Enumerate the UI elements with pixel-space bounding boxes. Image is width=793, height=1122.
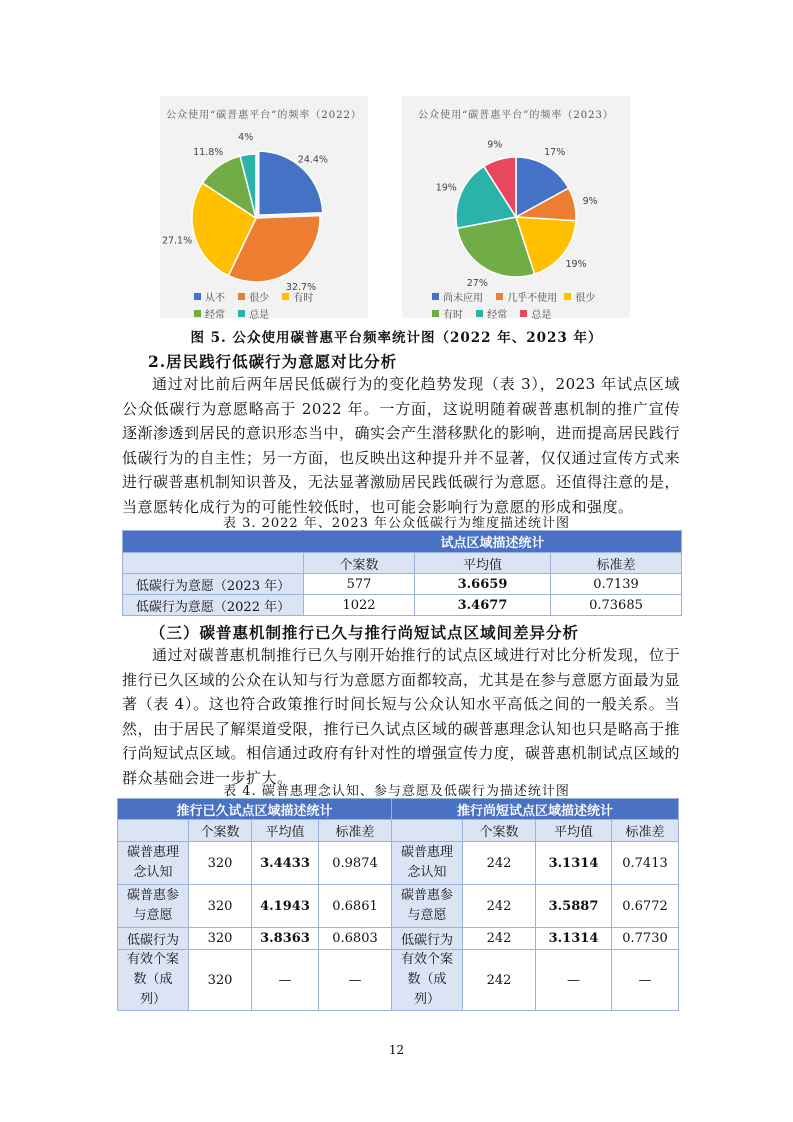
page-number: 12 — [388, 1043, 405, 1057]
chart-2022-legend — [194, 289, 364, 321]
table-header-cell: 平均值 — [536, 820, 612, 842]
table-3 — [122, 530, 682, 616]
legend-item: 很少 — [238, 289, 269, 304]
table-4-group-right: 推行尚短试点区域描述统计 — [392, 799, 679, 820]
section-heading-2: 2.居民践行低碳行为意愿对比分析 — [148, 352, 398, 371]
table-row: 低碳行为意愿（2022 年） 1022 3.4677 0.73685 — [123, 595, 682, 616]
legend-item: 尚未应用 — [432, 289, 483, 304]
pie-data-label: 9% — [582, 195, 598, 207]
table-header-cell: 平均值 — [252, 820, 319, 842]
pie-data-label: 9% — [487, 139, 503, 151]
pie-data-label: 4% — [238, 132, 254, 144]
legend-item: 很少 — [564, 289, 595, 304]
chart-2023-panel — [402, 96, 630, 321]
table-header-cell: 个案数 — [463, 820, 536, 842]
section-3-paragraph: 通过对碳普惠机制推行已久与刚开始推行的试点区域进行对比分析发现，位于推行已久区域的公众在认知与行为意愿方面都较高，尤其是在参与意愿方面最为显著（表 4）。这也符合政策推行时间长短与公众认知水平高低之间的一般关系。当然，由于居民了解渠道受限，推行已久试点区域的碳普惠理念认知也只是略高于推行尚短试点区域。相信通过政府有针对性的增强宣传力度，碳普惠机制试点区域的群众基础会进一步扩大。 — [122, 646, 681, 787]
table-header-cell: 个案数 — [189, 820, 252, 842]
pie-data-label: 19% — [435, 182, 457, 194]
legend-item: 几乎不使用 — [496, 289, 557, 304]
legend-item: 有时 — [282, 289, 313, 304]
section-2-paragraph: 通过对比前后两年居民低碳行为的变化趋势发现（表 3），2023 年试点区域公众低碳行为意愿略高于 2022 年。一方面，这说明随着碳普惠机制的推广宣传逐渐渗透到居民的意识形态当中，确实会产生潜移默化的影响，进而提高居民践行低碳行为的自主性；另一方面，也反映出这种提升并不显著，仅仅通过宣传方式来进行碳普惠机制知识普及，无法显著激励居民践低碳行为意愿。还值得注意的是，当意愿转化成行为的可能性较低时，也可能会影响行为意愿的形成和强度。 — [122, 375, 681, 516]
table-header-cell: 平均值 — [415, 553, 551, 574]
legend-item: 总是 — [520, 306, 551, 321]
table-3-caption: 表 3. 2022 年、2023 年公众低碳行为维度描述统计图 — [222, 516, 571, 531]
table-row: 有效个案数（成列） 320 — — 有效个案数（成列） 242 — — — [118, 950, 679, 1011]
pie-chart-2023 — [402, 96, 630, 318]
chart-2023-legend — [432, 289, 627, 321]
table-header-cell: 标准差 — [551, 553, 682, 574]
table-row: 碳普惠理念认知 320 3.4433 0.9874 碳普惠理念认知 242 3.1314 0.7413 — [118, 842, 679, 885]
pie-data-label: 19% — [565, 259, 587, 271]
table-4 — [117, 798, 679, 1011]
chart-2023-title: 公众使用“碳普惠平台”的频率（2023） — [418, 110, 614, 121]
table-row: 低碳行为意愿（2023 年） 577 3.6659 0.7139 — [123, 574, 682, 595]
legend-item: 经常 — [476, 306, 507, 321]
legend-item: 经常 — [194, 306, 225, 321]
table-4-group-left: 推行已久试点区域描述统计 — [118, 799, 392, 820]
table-3-group-header: 试点区域描述统计 — [304, 531, 682, 553]
legend-item: 总是 — [238, 306, 269, 321]
pie-data-label: 24.4% — [297, 154, 328, 166]
pie-chart-2022 — [160, 96, 368, 318]
table-row: 碳普惠参与意愿 320 4.1943 0.6861 碳普惠参与意愿 242 3.5887 0.6772 — [118, 885, 679, 928]
legend-item: 从不 — [194, 289, 225, 304]
table-header-cell: 个案数 — [304, 553, 415, 574]
pie-data-label: 17% — [544, 147, 566, 159]
table-row: 低碳行为 320 3.8363 0.6803 低碳行为 242 3.1314 0.7730 — [118, 928, 679, 950]
pie-data-label: 32.7% — [285, 282, 317, 294]
section-heading-3: （三）碳普惠机制推行已久与推行尚短试点区域间差异分析 — [150, 623, 580, 642]
figure-caption: 图 5. 公众使用碳普惠平台频率统计图（2022 年、2023 年） — [190, 330, 603, 346]
legend-item: 有时 — [432, 306, 463, 321]
pie-data-label: 27.1% — [161, 235, 193, 247]
table-header-cell: 标准差 — [612, 820, 679, 842]
pie-data-label: 11.8% — [193, 146, 224, 158]
table-header-cell: 标准差 — [319, 820, 392, 842]
table-4-caption: 表 4. 碳普惠理念认知、参与意愿及低碳行为描述统计图 — [223, 784, 570, 799]
pie-data-label: 27% — [466, 277, 488, 289]
chart-2022-panel — [160, 96, 368, 321]
chart-2022-title: 公众使用“碳普惠平台”的频率（2022） — [166, 110, 362, 121]
